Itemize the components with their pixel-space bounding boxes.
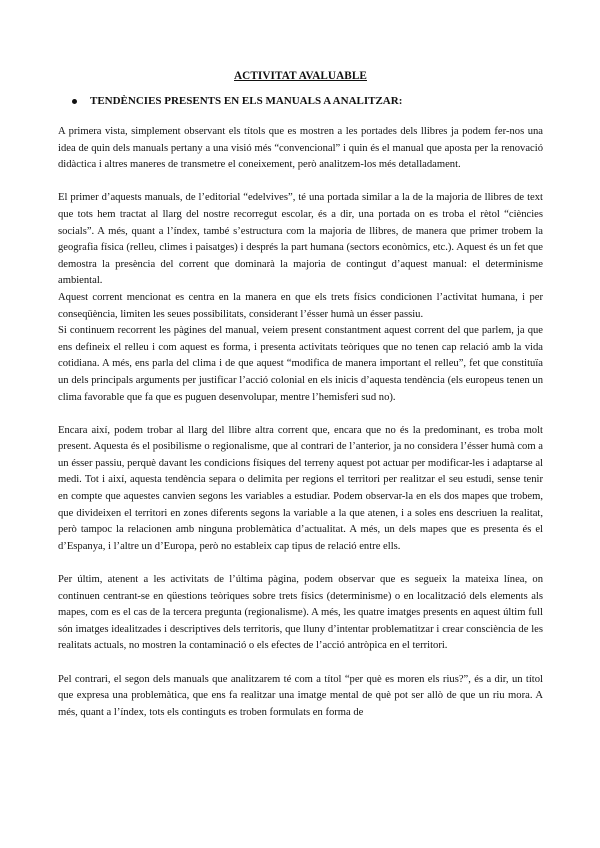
- document-page: [58, 70, 543, 721]
- document-title: ACTIVITAT AVALUABLE: [234, 70, 367, 82]
- bullet-icon: [72, 99, 77, 104]
- paragraph-second-manual: Pel contrari, el segon dels manuals que analitzarem té com a títol “per què es moren els rius?”, és a dir, un títol que expresa una problemàtica, que ens fa realitzar una imatge mental de què pot ser allò de que un riu mora. A més, quant a l’índex, tots els continguts es troben formulats en forma de: [58, 673, 543, 718]
- section-heading: [58, 95, 543, 107]
- paragraph-possibilism: Encara així, podem trobar al llarg del llibre altra corrent que, encara que no és la predominant, es troba molt present. Aquesta és el posibilisme o regionalisme, que al contrari de l’anterior, ja no considera l’ésser humà com a un ésser passiu, perquè davant les condicions físiques del terreny aquest pot actuar per modificar-les i adaptarse al medi. Tot i així, aquesta tendència separa o delimita per regions el territori per realitzar el seu estudi, sense tenir en compte que aquestes canvien segons les variables a estudiar. Podem observar-la en els dos mapes que trobem, que divideixen el territori en zones diferents segons la variable a la que atenen, i a soles ens descriuen la realitat, però tampoc la relacionen amb ninguna problemàtica d’actualitat. A més, un dels mapes que es presenta és el d’Espanya, i l’altre un d’Europa, però no estableix cap tipus de relació entre ells.: [58, 424, 543, 552]
- paragraph-intro: A primera vista, simplement observant els títols que es mostren a les portades dels llibres ja podem fer-nos una idea de quin dels manuals pertany a una visió més “convencional” i quin és el manual que aposta per la renovació didàctica i altres maneres de transmetre el coneixement, però analitzem-los més detalladament.: [58, 126, 543, 171]
- paragraph-manual-pages: Si continuem recorrent les pàgines del manual, veiem present constantment aquest corrent del que parlem, ja que ens defineix el relleu i com aquest es forma, i presenta activitats teòriques que no tenen cap relació amb la vida cotidiana. A més, ens parla del clima i de que aquest “modifica de manera important el relleu”, fet que constituïa un dels principals arguments per justificar l’acció colonial en els inicis d’aquesta tendència (els europeus tenen un clima favorable que fa que es puguen desenvolupar, mentre l’hemisferi sud no).: [58, 325, 543, 403]
- paragraph-first-manual: El primer d’aquests manuals, de l’editorial “edelvives”, té una portada similar a la de la majoria de llibres de text que tots hem tractat al llarg del nostre recorregut escolar, és a dir, una portada on es troba el rètol “ciències socials”. A més, quant a l’índex, també s’estructura com la majoria de llibres, de manera que primer trobem la geografia física (relleu, climes i paisatges) i després la part humana (sectors econòmics, etc.). Aquest és un fet que demostra la presència del corrent que dominarà la majoria de contingut d’aquest manual: el determinisme ambiental.: [58, 192, 543, 287]
- section-heading-text: TENDÈNCIES PRESENTS EN ELS MANUALS A ANALITZAR:: [90, 95, 403, 107]
- paragraph-determinism: Aquest corrent mencionat es centra en la manera en que els trets físics condicionen l’activitat humana, i per conseqüència, limiten les seues possibilitats, considerant l’ésser humà un ésser passiu.: [58, 291, 543, 320]
- paragraph-activities: Per últim, atenent a les activitats de l’última pàgina, podem observar que es segueix la mateixa línea, on continuen centrant-se en qüestions teòriques sobre trets físics (determinisme) o en localització dels elements als mapes, com es el cas de la tercera pregunta (regionalisme). A més, les quatre imatges presents en aquest últim full són imatges idealitzades i descriptives dels territoris, que lluny d’intentar problematitzar i crear consciència de les realitats actuals, no mostren la contaminació o els efectes de l’acció antròpica en el territori.: [58, 574, 543, 652]
